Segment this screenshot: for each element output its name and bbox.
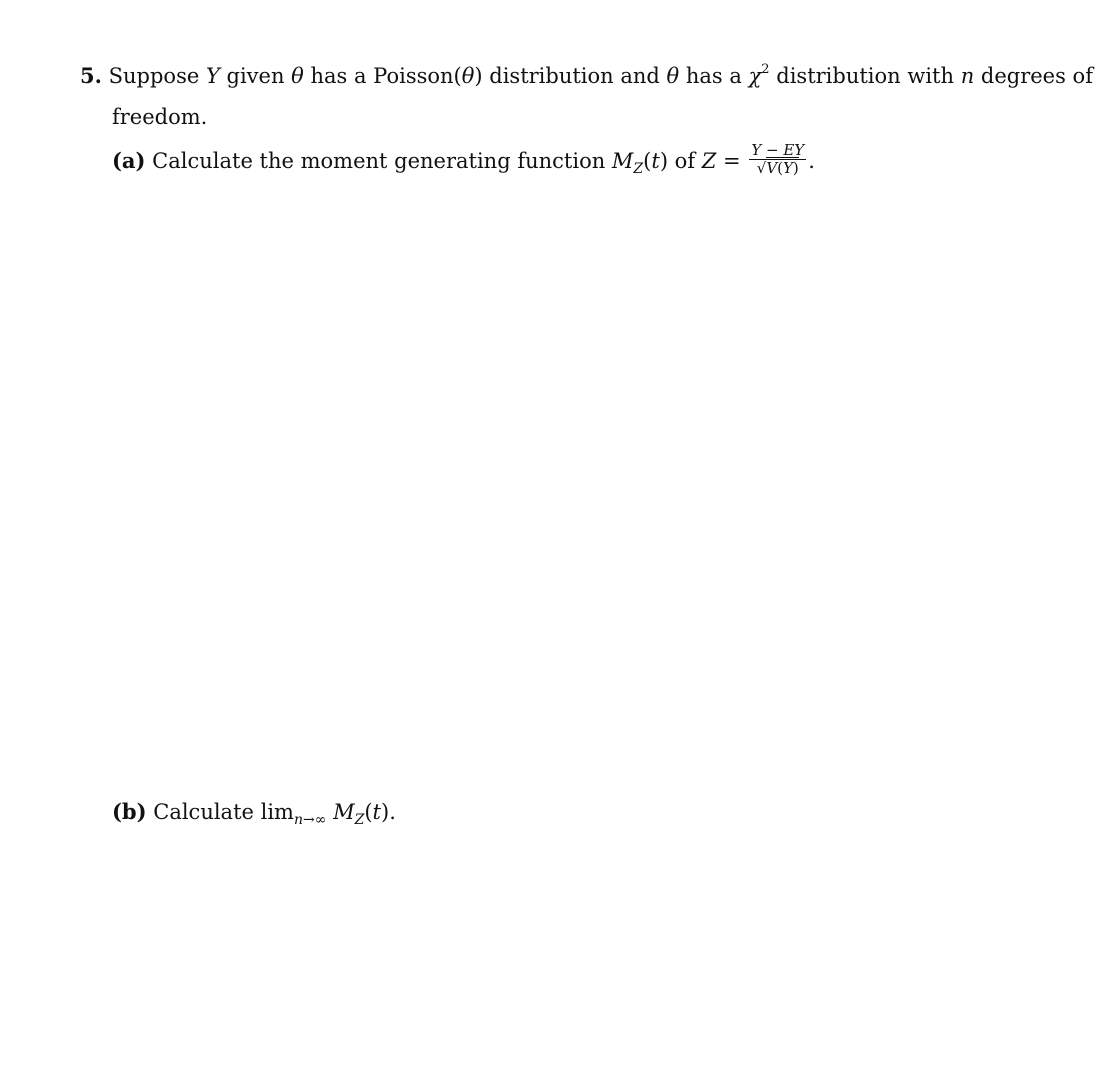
part-a-label: (a) <box>112 148 146 173</box>
z-fraction: $\frac{Y - EY}{√V(Y)}$ <box>751 141 805 177</box>
problem-statement-line-1 <box>80 62 1093 90</box>
part-a-text: Calculate the moment generating function $M_Z(t)$ of Z = $\frac{Y - EY}{√V(Y)}$ . <box>152 141 815 178</box>
part-b-label: (b) <box>112 799 147 824</box>
problem-statement-line-2: freedom. <box>112 105 208 129</box>
part-b-text: Calculate $\lim_{n\to\infty} M_Z(t)$. <box>153 800 396 829</box>
problem-number: 5. <box>80 63 102 88</box>
part-b <box>112 798 396 829</box>
problem-statement-text: Suppose Y given θ has a Poisson(θ) distribution and θ has a $\chi^2$ distribution with n degrees of <box>108 62 1093 88</box>
part-a <box>112 141 815 180</box>
